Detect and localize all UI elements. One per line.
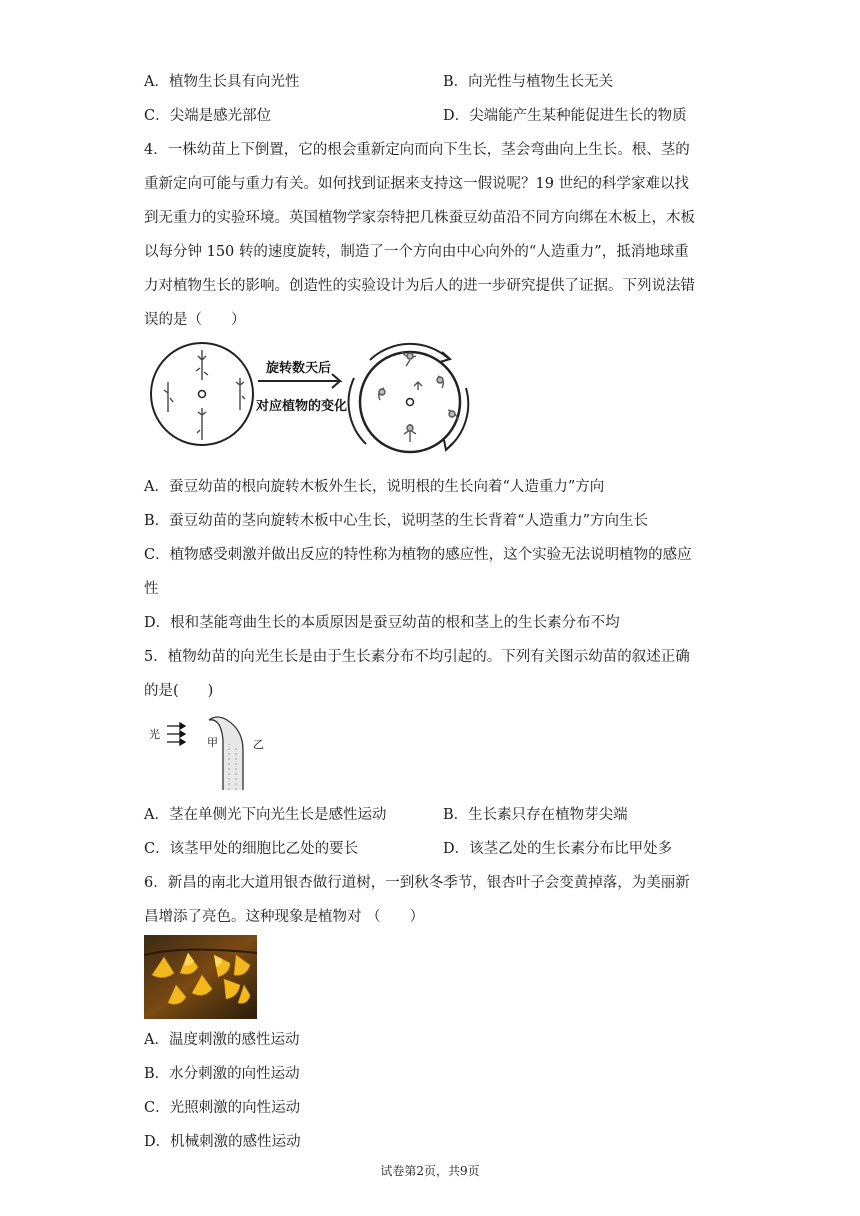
q3-option-b: B．向光性与植物生长无关 bbox=[443, 74, 614, 90]
q3-option-c: C．尖端是感光部位 bbox=[144, 108, 272, 124]
q5-seedling-figure bbox=[145, 710, 270, 790]
yi-label: 乙 bbox=[253, 738, 264, 751]
ginkgo-leaves-photo bbox=[144, 935, 257, 1019]
light-label: 光 bbox=[149, 728, 160, 741]
seedlings-after bbox=[379, 352, 458, 442]
right-arrow-icon bbox=[258, 374, 340, 388]
q4-stem-line: 以每分钟 150 转的速度旋转，制造了一个方向由中心向外的“人造重力”，抵消地球重 bbox=[144, 244, 689, 260]
q5-option-b: B．生长素只存在植物芽尖端 bbox=[443, 807, 628, 823]
q6-option-a: A．温度刺激的感性运动 bbox=[144, 1032, 300, 1048]
q4-option-c-continued: 性 bbox=[144, 581, 159, 597]
rotation-arrows bbox=[349, 344, 469, 450]
figure-label-plant-change: 对应植物的变化 bbox=[256, 399, 348, 414]
q6-option-b: B．水分刺激的向性运动 bbox=[144, 1066, 300, 1082]
q5-stem-line: 的是( ) bbox=[144, 683, 214, 699]
jia-label: 甲 bbox=[207, 736, 218, 749]
board-center-after bbox=[407, 399, 414, 406]
q3-option-a: A．植物生长具有向光性 bbox=[144, 74, 300, 90]
q4-stem-line: 4．一株幼苗上下倒置，它的根会重新定向而向下生长，茎会弯曲向上生长。根、茎的 bbox=[144, 142, 690, 158]
q4-stem-line: 重新定向可能与重力有关。如何找到证据来支持这一假说呢？19 世纪的科学家难以找 bbox=[144, 176, 690, 192]
seedling-stem bbox=[209, 717, 243, 790]
q5-stem-line: 5．植物幼苗的向光生长是由于生长素分布不均引起的。下列有关图示幼苗的叙述正确 bbox=[144, 649, 690, 665]
board-center-before bbox=[199, 391, 206, 398]
q4-stem-line: 到无重力的实验环境。英国植物学家奈特把几株蚕豆幼苗沿不同方向绑在木板上，木板 bbox=[144, 210, 695, 226]
page-footer: 试卷第2页，共9页 bbox=[380, 1164, 480, 1178]
q4-rotation-figure bbox=[148, 338, 478, 466]
q6-stem-line: 昌增添了亮色。这种现象是植物对 （ ） bbox=[144, 909, 425, 925]
q6-option-d: D．机械刺激的感性运动 bbox=[144, 1134, 301, 1150]
figure-label-after-rotation: 旋转数天后 bbox=[266, 361, 332, 376]
light-arrows-icon bbox=[167, 723, 185, 745]
q4-option-b: B．蚕豆幼苗的茎向旋转木板中心生长，说明茎的生长背着“人造重力”方向生长 bbox=[144, 513, 648, 529]
q4-stem-line: 误的是（ ） bbox=[144, 312, 246, 328]
q4-stem-line: 力对植物生长的影响。创造性的实验设计为后人的进一步研究提供了证据。下列说法错 bbox=[144, 278, 695, 294]
q6-stem-line: 6．新昌的南北大道用银杏做行道树，一到秋冬季节，银杏叶子会变黄掉落，为美丽新 bbox=[144, 875, 690, 891]
seedlings-before bbox=[164, 350, 245, 440]
q5-option-a: A．茎在单侧光下向光生长是感性运动 bbox=[144, 807, 387, 823]
q4-option-d: D．根和茎能弯曲生长的本质原因是蚕豆幼苗的根和茎上的生长素分布不均 bbox=[144, 615, 620, 631]
q4-option-a: A．蚕豆幼苗的根向旋转木板外生长，说明根的生长向着“人造重力”方向 bbox=[144, 479, 605, 495]
q3-option-d: D．尖端能产生某种能促进生长的物质 bbox=[443, 108, 687, 124]
q5-option-d: D．该茎乙处的生长素分布比甲处多 bbox=[443, 841, 673, 857]
q5-option-c: C．该茎甲处的细胞比乙处的要长 bbox=[144, 841, 359, 857]
q6-option-c: C．光照刺激的向性运动 bbox=[144, 1100, 301, 1116]
q4-option-c: C．植物感受刺激并做出反应的特性称为植物的感应性，这个实验无法说明植物的感应 bbox=[144, 547, 692, 563]
